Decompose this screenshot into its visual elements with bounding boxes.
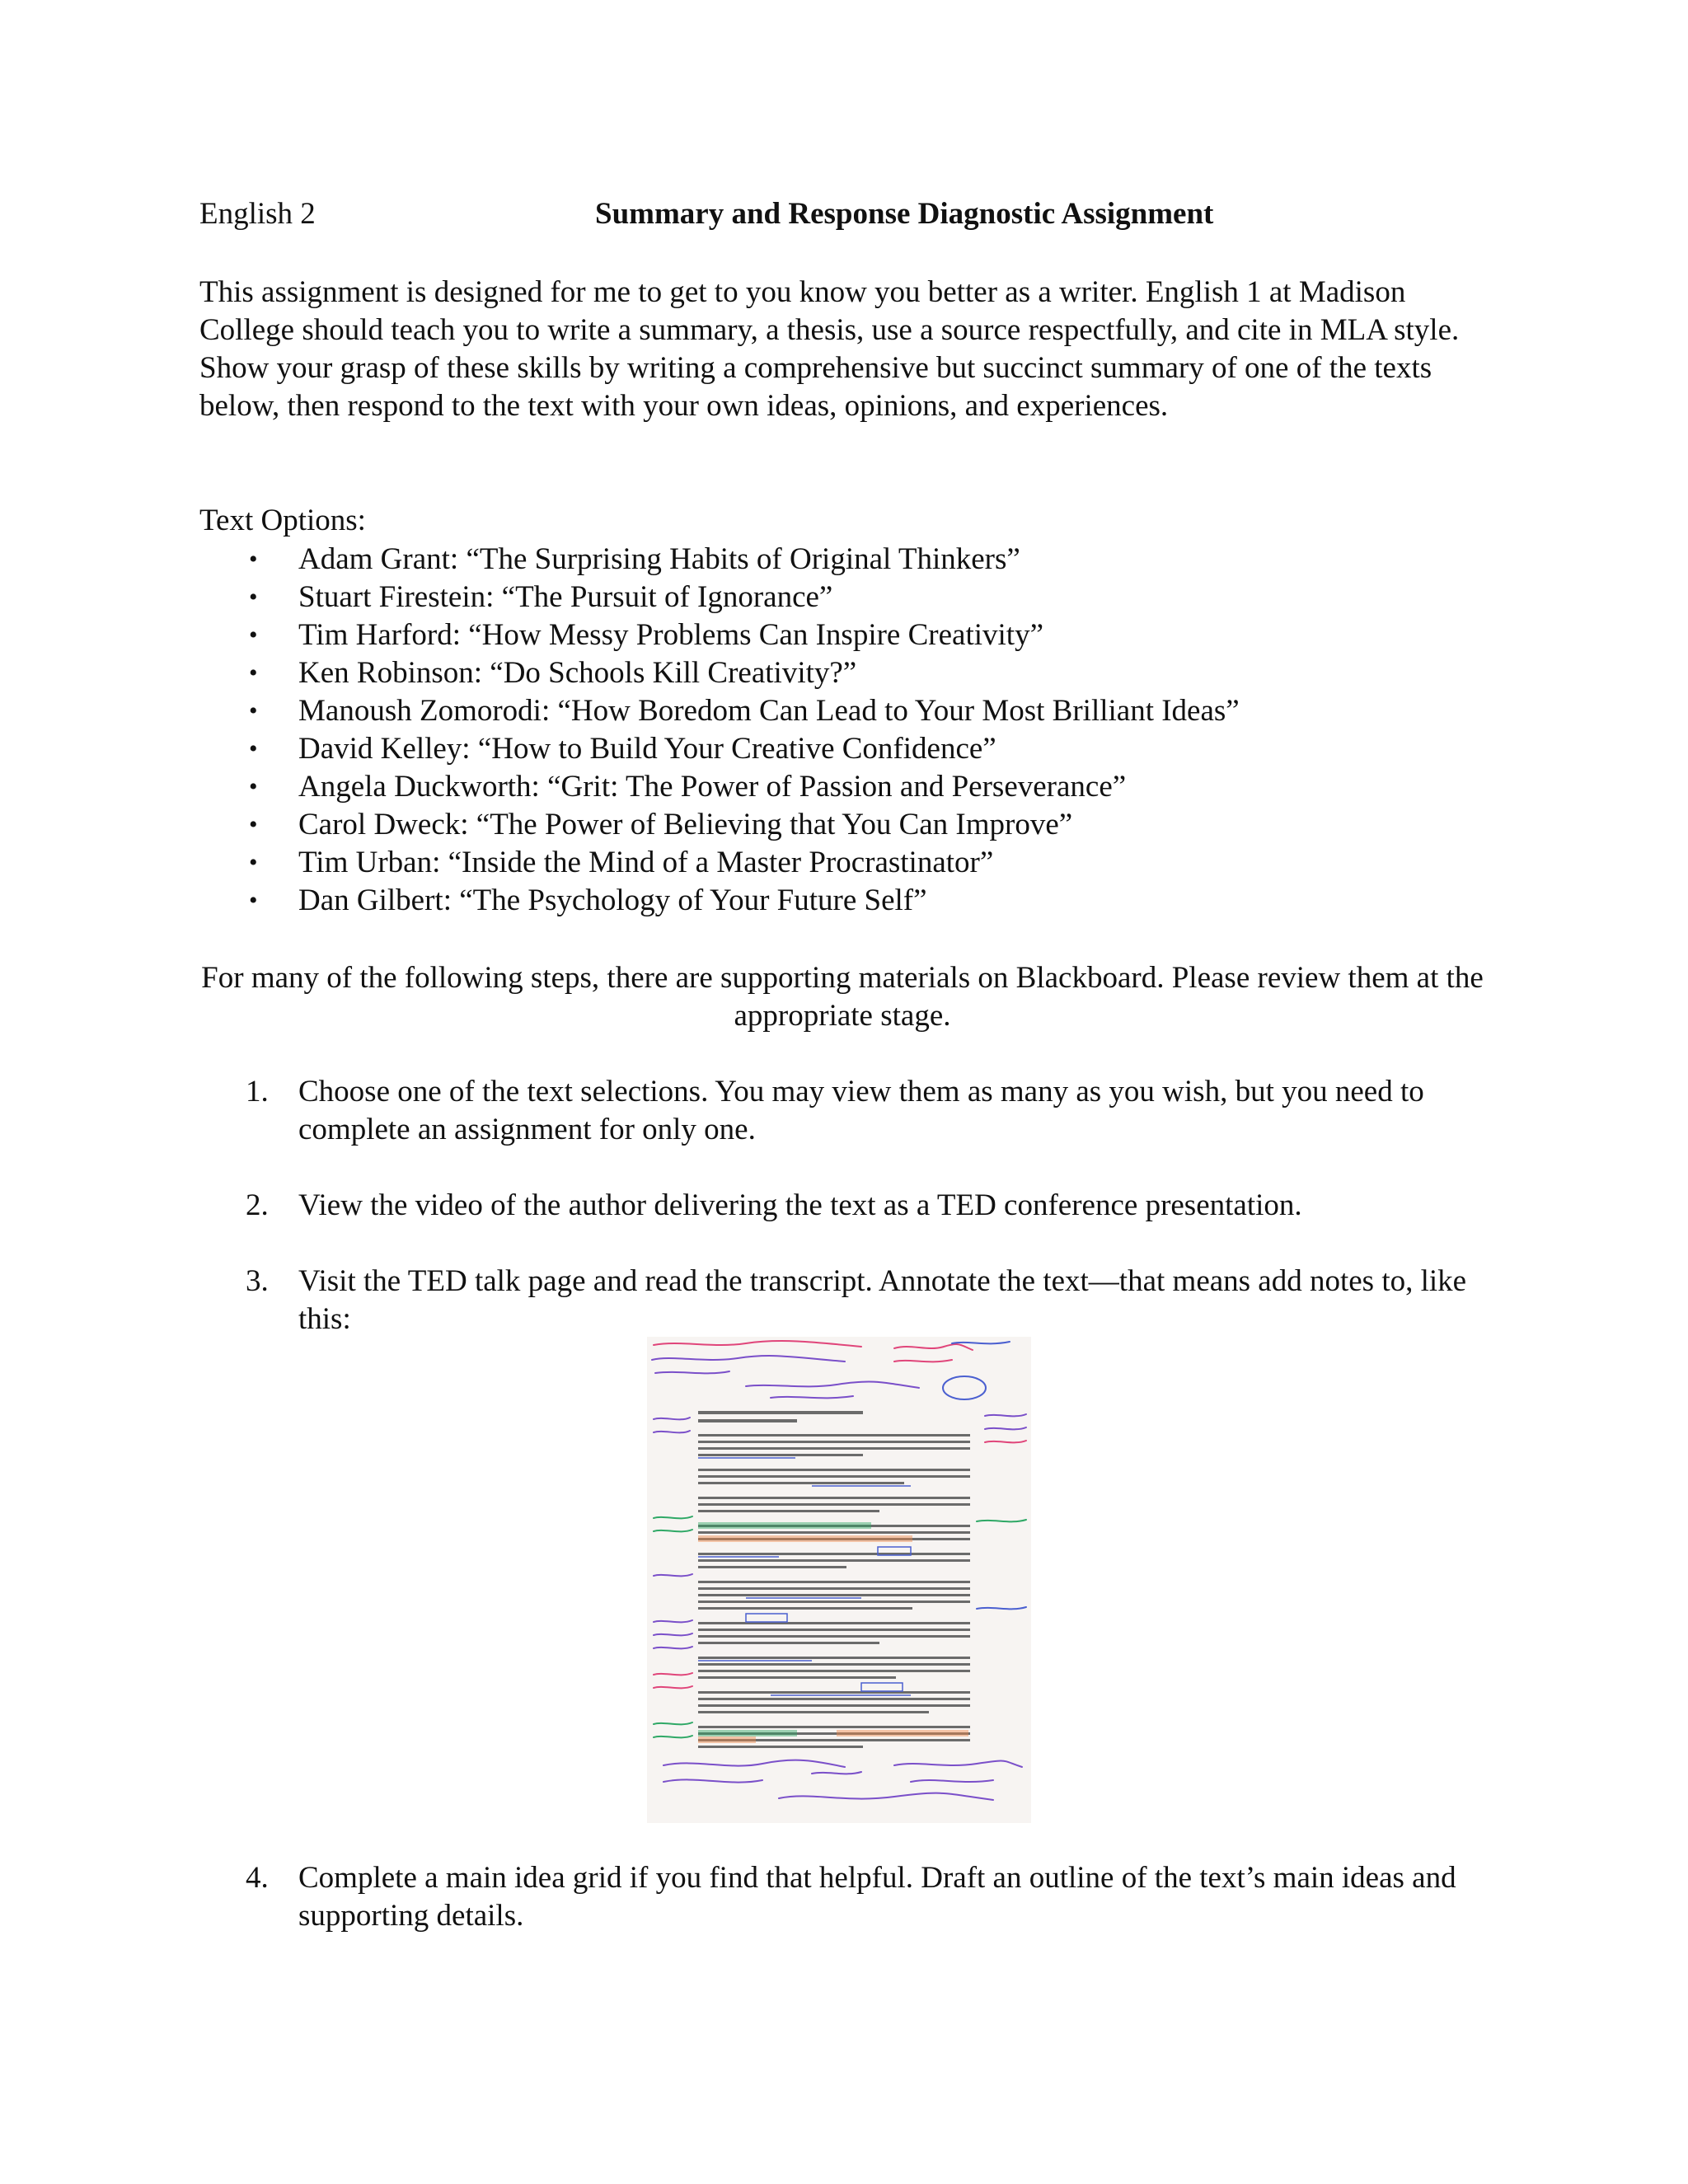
text-option-label: Tim Harford: “How Messy Problems Can Inspire Creativity”: [298, 618, 1043, 652]
text-option-item: [199, 730, 1485, 768]
text-option-label: Stuart Firestein: “The Pursuit of Ignorance”: [298, 580, 833, 614]
step-number: 3.: [246, 1264, 269, 1298]
step-number: 4.: [246, 1861, 269, 1895]
annotated-transcript-image: [647, 1337, 1031, 1823]
annotated-transcript-illustration: [647, 1337, 1031, 1823]
step-text: View the video of the author delivering the text as a TED conference presentation.: [298, 1188, 1302, 1222]
step-3: [199, 1263, 1485, 1338]
text-option-item: [199, 844, 1485, 882]
step-number: 1.: [246, 1075, 269, 1108]
text-option-label: Tim Urban: “Inside the Mind of a Master Procrastinator”: [298, 846, 994, 879]
text-option-item: [199, 579, 1485, 616]
step-text: Visit the TED talk page and read the transcript. Annotate the text—that means add notes to, like this:: [298, 1264, 1467, 1336]
text-options-list: [199, 541, 1485, 920]
text-option-label: Angela Duckworth: “Grit: The Power of Passion and Perseverance”: [298, 770, 1127, 804]
step-number: 2.: [246, 1188, 269, 1222]
text-option-label: Ken Robinson: “Do Schools Kill Creativity?”: [298, 656, 857, 690]
text-option-label: David Kelley: “How to Build Your Creative Confidence”: [298, 732, 996, 766]
text-option-label: Carol Dweck: “The Power of Believing that You Can Improve”: [298, 808, 1073, 841]
document-header: [199, 196, 1485, 246]
assignment-title: Summary and Response Diagnostic Assignment: [595, 197, 1214, 231]
bullet-icon: •: [249, 811, 258, 838]
text-option-label: Dan Gilbert: “The Psychology of Your Future Self”: [298, 883, 927, 917]
text-option-label: Adam Grant: “The Surprising Habits of Original Thinkers”: [298, 542, 1020, 576]
bullet-icon: •: [249, 849, 258, 876]
step-text: Complete a main idea grid if you find that helpful. Draft an outline of the text’s main ideas and supporting details.: [298, 1861, 1456, 1933]
text-option-item: [199, 654, 1485, 692]
blackboard-note: For many of the following steps, there are supporting materials on Blackboard. Please review them at the appropriate stage.: [201, 961, 1484, 1033]
text-option-item: [199, 806, 1485, 844]
bullet-icon: •: [249, 659, 258, 687]
course-name: English 2: [199, 197, 316, 231]
bullet-icon: •: [249, 697, 258, 724]
text-option-item: [199, 616, 1485, 654]
text-option-label: Manoush Zomorodi: “How Boredom Can Lead to Your Most Brilliant Ideas”: [298, 694, 1240, 728]
bullet-icon: •: [249, 546, 258, 573]
bullet-icon: •: [249, 621, 258, 649]
step-2: [199, 1187, 1485, 1225]
step-text: Choose one of the text selections. You may view them as many as you wish, but you need to complete an assignment for only one.: [298, 1075, 1424, 1146]
text-options-heading: Text Options:: [199, 504, 366, 537]
text-option-item: [199, 692, 1485, 730]
bullet-icon: •: [249, 735, 258, 762]
intro-paragraph: This assignment is designed for me to get to you know you better as a writer. English 1 at Madison College should teach you to write a summary, a thesis, use a source respectfully, and cite in MLA style. Show your grasp of these skills by writing a comprehensive but succinct summary of one of the texts below, then respond to the text with your own ideas, opinions, and experiences.: [199, 275, 1460, 423]
bullet-icon: •: [249, 773, 258, 800]
text-option-item: [199, 541, 1485, 579]
step-1: [199, 1073, 1485, 1149]
step-4: [199, 1859, 1485, 1935]
text-option-item: [199, 882, 1485, 920]
bullet-icon: •: [249, 887, 258, 914]
text-option-item: [199, 768, 1485, 806]
bullet-icon: •: [249, 583, 258, 611]
